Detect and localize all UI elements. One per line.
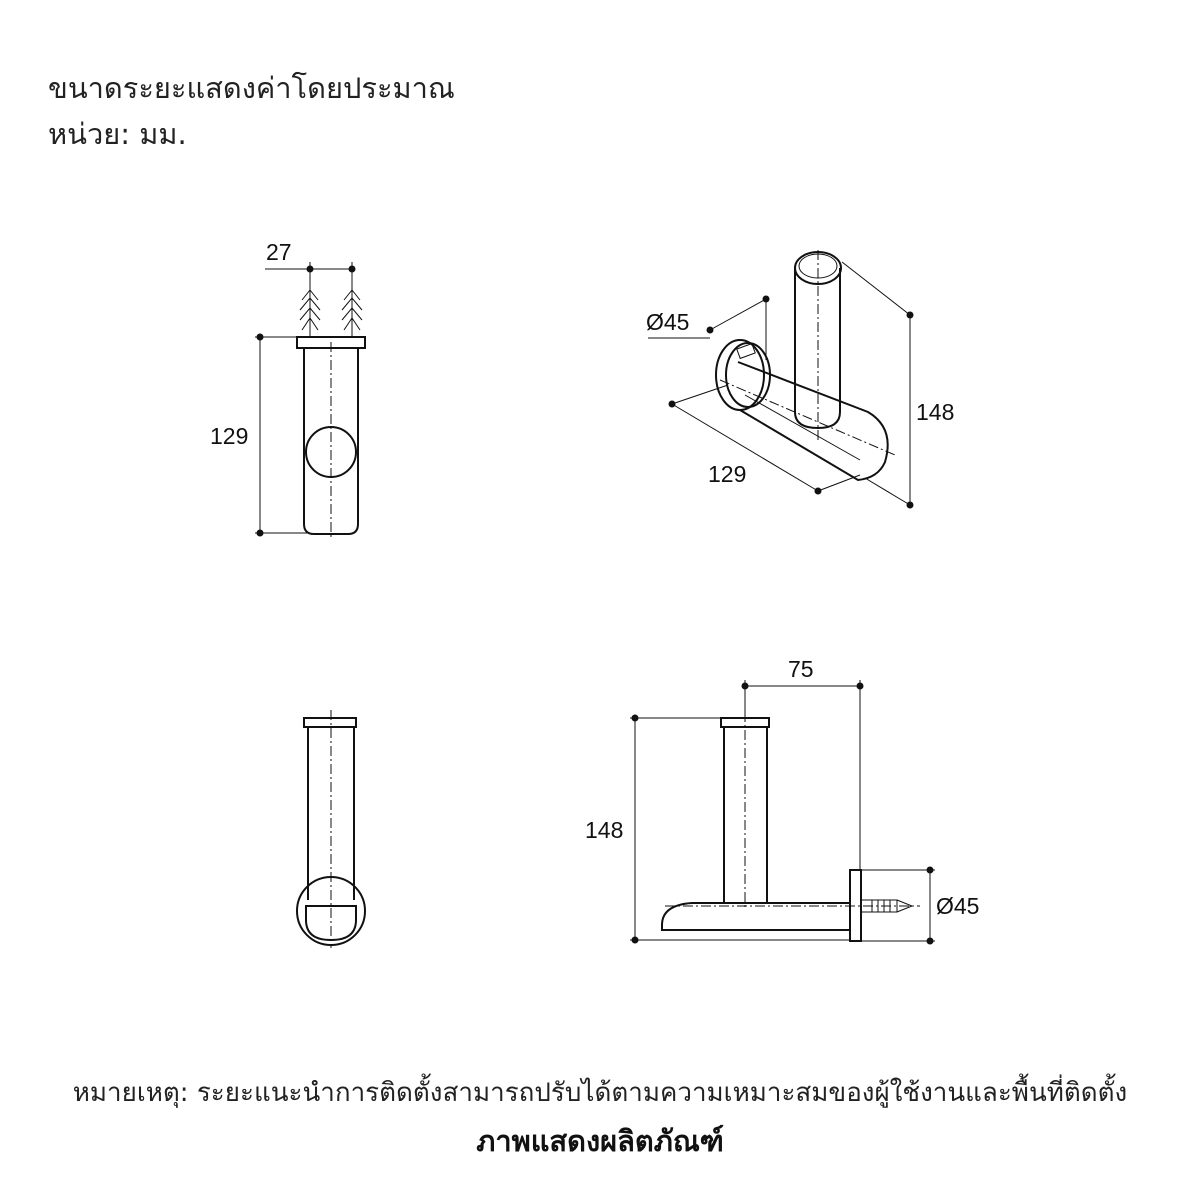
iso-arm xyxy=(738,362,888,480)
anchor-screw-right xyxy=(342,286,362,338)
front-view xyxy=(210,239,365,540)
header-unit-note: หน่วย: มม. xyxy=(48,117,187,151)
footer-note: หมายเหตุ: ระยะแนะนำการติดตั้งสามารถปรับได้ตามความเหมาะสมของผู้ใช้งานและพื้นที่ติดตั้ง xyxy=(72,1078,1128,1108)
iso-diameter-label: Ø45 xyxy=(646,309,690,335)
end-view-cap xyxy=(304,718,356,727)
side-arm xyxy=(662,903,850,930)
side-offset-label: 75 xyxy=(788,656,814,682)
side-diameter-label: Ø45 xyxy=(936,893,980,919)
side-view xyxy=(585,656,979,945)
footer-caption: ภาพแสดงผลิตภัณฑ์ xyxy=(476,1124,724,1158)
iso-length-label: 129 xyxy=(708,461,747,487)
iso-wall-flange xyxy=(716,340,764,410)
iso-height-label: 148 xyxy=(916,399,955,425)
header-approx-note: ขนาดระยะแสดงค่าโดยประมาณ xyxy=(48,71,455,105)
front-height-label: 129 xyxy=(210,423,249,449)
isometric-view xyxy=(646,250,954,509)
anchor-screw-left xyxy=(300,286,320,338)
front-width-label: 27 xyxy=(266,239,292,265)
side-height-label: 148 xyxy=(585,817,624,843)
end-view xyxy=(297,710,365,948)
